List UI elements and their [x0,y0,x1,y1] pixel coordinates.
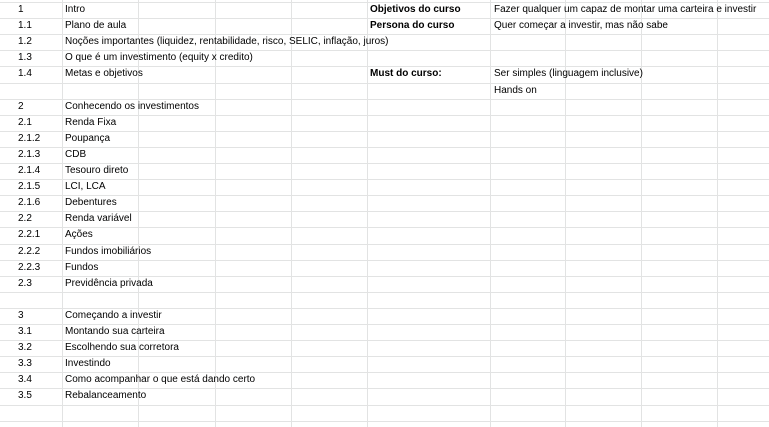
cell-col-a[interactable]: 2 [18,101,24,112]
cell-col-a[interactable]: 3.2 [18,342,32,353]
cell-col-a[interactable]: 1.1 [18,20,32,31]
cell-col-b[interactable]: Noções importantes (liquidez, rentabilidade, risco, SELIC, inflação, juros) [65,36,389,47]
cell-col-b[interactable]: Como acompanhar o que está dando certo [65,374,256,385]
cell-col-a[interactable]: 2.1 [18,117,32,128]
cell-col-a[interactable]: 1.2 [18,36,32,47]
cell-col-b[interactable]: Conhecendo os investimentos [65,101,199,112]
cell-col-g[interactable]: Must do curso: [370,68,442,79]
cell-col-a[interactable]: 2.2 [18,213,32,224]
cell-col-b[interactable]: Tesouro direto [65,165,129,176]
cell-col-a[interactable]: 2.3 [18,278,32,289]
column-gridline [565,0,566,427]
cell-col-h[interactable]: Quer começar a investir, mas não sabe [494,20,668,31]
row-gridline [0,421,769,422]
cell-col-a[interactable]: 1.3 [18,52,32,63]
row-gridline [0,147,769,148]
cell-col-a[interactable]: 2.2.2 [18,246,41,257]
cell-col-b[interactable]: Ações [65,229,93,240]
cell-col-b[interactable]: Metas e objetivos [65,68,143,79]
row-gridline [0,227,769,228]
row-gridline [0,131,769,132]
cell-col-b[interactable]: Debentures [65,197,117,208]
cell-col-b[interactable]: Começando a investir [65,310,162,321]
cell-col-b[interactable]: Plano de aula [65,20,127,31]
cell-col-b[interactable]: Previdência privada [65,278,153,289]
cell-col-a[interactable]: 2.1.4 [18,165,41,176]
cell-col-b[interactable]: Intro [65,4,86,15]
cell-col-b[interactable]: Fundos imobiliários [65,246,152,257]
cell-col-a[interactable]: 2.1.3 [18,149,41,160]
cell-col-b[interactable]: O que é um investimento (equity x credito) [65,52,253,63]
cell-col-h[interactable]: Hands on [494,85,537,96]
cell-col-h[interactable]: Fazer qualquer um capaz de montar uma carteira e investir [494,4,757,15]
column-gridline [641,0,642,427]
row-gridline [0,83,769,84]
cell-col-a[interactable]: 3.3 [18,358,32,369]
cell-col-a[interactable]: 3.1 [18,326,32,337]
cell-col-a[interactable]: 2.2.3 [18,262,41,273]
cell-col-a[interactable]: 1 [18,4,24,15]
row-gridline [0,356,769,357]
cell-col-b[interactable]: Renda Fixa [65,117,117,128]
cell-col-h[interactable]: Ser simples (linguagem inclusive) [494,68,643,79]
cell-col-a[interactable]: 2.2.1 [18,229,41,240]
cell-col-a[interactable]: 2.1.6 [18,197,41,208]
cell-col-b[interactable]: Escolhendo sua corretora [65,342,179,353]
cell-col-a[interactable]: 3 [18,310,24,321]
cell-col-b[interactable]: Poupança [65,133,111,144]
row-gridline [0,260,769,261]
cell-col-b[interactable]: Rebalanceamento [65,390,147,401]
row-gridline [0,179,769,180]
cell-col-a[interactable]: 3.5 [18,390,32,401]
cell-col-b[interactable]: Renda variável [65,213,132,224]
column-gridline [291,0,292,427]
cell-col-a[interactable]: 3.4 [18,374,32,385]
cell-col-b[interactable]: Investindo [65,358,111,369]
cell-col-a[interactable]: 2.1.5 [18,181,41,192]
cell-col-g[interactable]: Objetivos do curso [370,4,461,15]
column-gridline [490,0,491,427]
cell-col-a[interactable]: 2.1.2 [18,133,41,144]
cell-col-g[interactable]: Persona do curso [370,20,455,31]
column-gridline [62,0,63,427]
row-gridline [0,292,769,293]
cell-col-b[interactable]: Fundos [65,262,99,273]
cell-col-a[interactable]: 1.4 [18,68,32,79]
cell-col-b[interactable]: LCI, LCA [65,181,106,192]
column-gridline [717,0,718,427]
row-gridline [0,405,769,406]
cell-col-b[interactable]: CDB [65,149,87,160]
column-gridline [367,0,368,427]
cell-col-b[interactable]: Montando sua carteira [65,326,165,337]
